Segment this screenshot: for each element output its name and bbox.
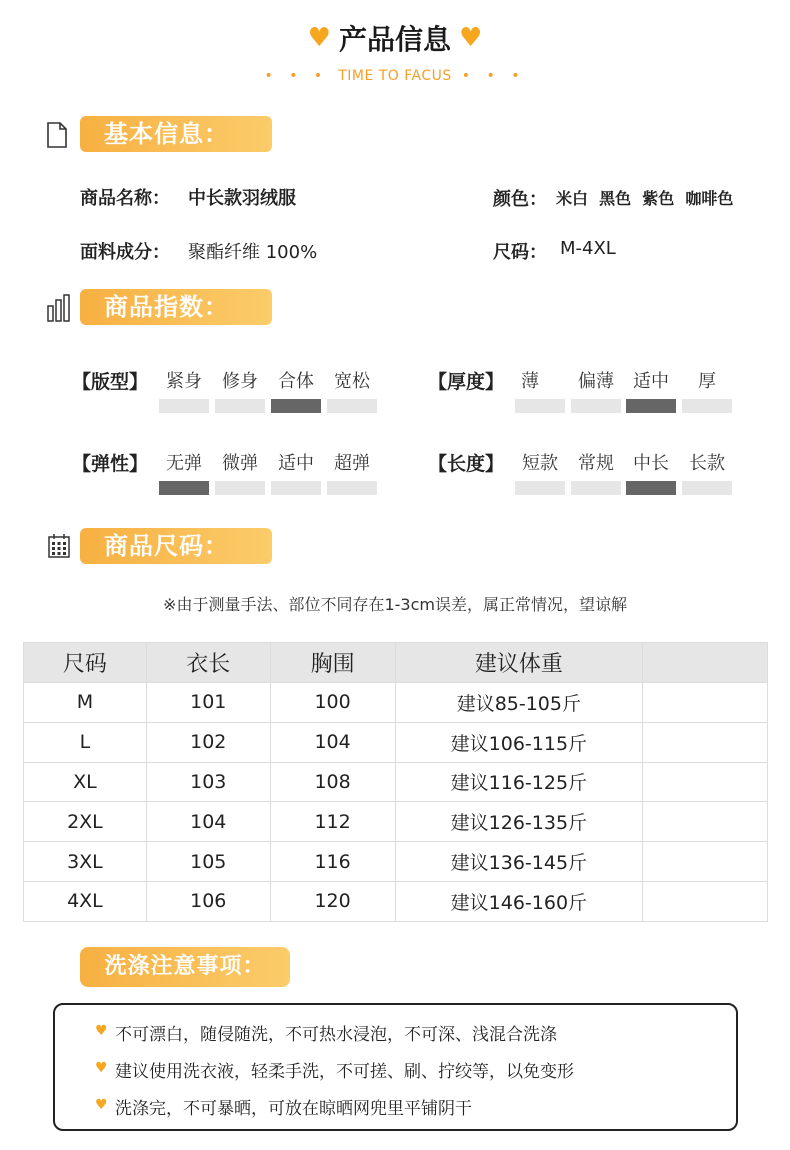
index-option: 长款 bbox=[689, 453, 725, 474]
table-cell: 建议146-160斤 bbox=[395, 881, 643, 921]
wash-item: 建议使用洗衣液，轻柔手洗，不可搓、刷、拧绞等，以免变形 bbox=[115, 1062, 574, 1082]
index-option: 紧身 bbox=[166, 371, 202, 392]
index-bar bbox=[626, 481, 676, 495]
index-bar bbox=[515, 481, 565, 495]
table-cell: 120 bbox=[270, 881, 395, 921]
index-bar bbox=[682, 481, 732, 495]
heart-icon: ♥ bbox=[95, 1023, 108, 1039]
table-cell bbox=[643, 802, 768, 842]
table-header-cell bbox=[643, 643, 768, 683]
page-subtitle bbox=[0, 68, 790, 84]
table-cell: 112 bbox=[270, 802, 395, 842]
table-cell: 4XL bbox=[24, 881, 147, 921]
index-option: 微弹 bbox=[222, 453, 258, 474]
table-row bbox=[24, 762, 768, 802]
dots-decoration: • • • bbox=[461, 68, 526, 84]
index-bar bbox=[682, 399, 732, 413]
table-cell: M bbox=[24, 683, 147, 723]
index-bar bbox=[571, 481, 621, 495]
index-option: 宽松 bbox=[334, 371, 370, 392]
measurement-note: ※由于测量手法、部位不同存在1-3cm误差，属正常情况，望谅解 bbox=[163, 595, 627, 614]
dots-decoration: • • • bbox=[264, 68, 329, 84]
table-cell: 2XL bbox=[24, 802, 147, 842]
index-option: 合体 bbox=[278, 371, 314, 392]
table-row bbox=[24, 802, 768, 842]
table-cell: 106 bbox=[146, 881, 270, 921]
index-label-length: 【长度】 bbox=[428, 453, 505, 475]
index-bar bbox=[515, 399, 565, 413]
index-option: 薄 bbox=[521, 371, 539, 392]
table-cell bbox=[643, 762, 768, 802]
table-cell: 105 bbox=[146, 842, 270, 882]
table-cell bbox=[643, 722, 768, 762]
index-bar bbox=[159, 399, 209, 413]
table-cell: 建议85-105斤 bbox=[395, 683, 643, 723]
index-bar bbox=[327, 399, 377, 413]
product-name-value: 中长款羽绒服 bbox=[188, 188, 296, 209]
table-cell: XL bbox=[24, 762, 147, 802]
page-subtitle-text: TIME TO FACUS bbox=[338, 68, 452, 84]
wash-item: 洗涤完，不可暴晒，可放在晾晒网兜里平铺阴干 bbox=[115, 1099, 472, 1119]
index-option: 超弹 bbox=[334, 453, 370, 474]
table-cell: L bbox=[24, 722, 147, 762]
table-cell: 建议136-145斤 bbox=[395, 842, 643, 882]
table-cell: 建议106-115斤 bbox=[395, 722, 643, 762]
table-cell bbox=[643, 881, 768, 921]
index-option: 修身 bbox=[222, 371, 258, 392]
table-row bbox=[24, 683, 768, 723]
heart-icon: ♥ bbox=[459, 23, 483, 53]
section-heading-basic: 基本信息： bbox=[80, 116, 272, 152]
table-header-cell: 尺码 bbox=[24, 643, 147, 683]
index-bar bbox=[215, 399, 265, 413]
index-option: 常规 bbox=[578, 453, 614, 474]
table-cell: 103 bbox=[146, 762, 270, 802]
index-label-elasticity: 【弹性】 bbox=[72, 453, 149, 475]
table-cell: 108 bbox=[270, 762, 395, 802]
bar-chart-icon bbox=[47, 294, 71, 322]
heart-icon: ♥ bbox=[307, 23, 331, 53]
section-heading-wash: 洗涤注意事项： bbox=[80, 947, 290, 987]
table-cell: 100 bbox=[270, 683, 395, 723]
wash-item: 不可漂白，随侵随洗，不可热水浸泡，不可深、浅混合洗涤 bbox=[115, 1025, 557, 1045]
table-cell: 102 bbox=[146, 722, 270, 762]
table-row bbox=[24, 842, 768, 882]
section-heading-index: 商品指数： bbox=[80, 289, 272, 325]
table-cell: 建议116-125斤 bbox=[395, 762, 643, 802]
size-label: 尺码： bbox=[493, 242, 547, 263]
table-cell: 104 bbox=[270, 722, 395, 762]
page-title-text: 产品信息 bbox=[338, 23, 451, 56]
index-bar bbox=[626, 399, 676, 413]
size-value: M-4XL bbox=[560, 238, 616, 259]
heart-icon: ♥ bbox=[95, 1060, 108, 1076]
index-bar bbox=[215, 481, 265, 495]
table-header-row bbox=[24, 643, 768, 683]
index-bar bbox=[271, 481, 321, 495]
size-table bbox=[23, 642, 768, 922]
table-cell: 101 bbox=[146, 683, 270, 723]
fabric-value: 聚酯纤维 100% bbox=[188, 242, 318, 263]
document-icon bbox=[46, 122, 68, 148]
table-cell: 3XL bbox=[24, 842, 147, 882]
index-option: 厚 bbox=[698, 371, 716, 392]
table-row bbox=[24, 881, 768, 921]
table-cell bbox=[643, 683, 768, 723]
index-bar bbox=[159, 481, 209, 495]
table-cell: 104 bbox=[146, 802, 270, 842]
index-label-thickness: 【厚度】 bbox=[428, 371, 505, 393]
index-bar bbox=[271, 399, 321, 413]
fabric-label: 面料成分： bbox=[80, 242, 170, 263]
table-cell: 建议126-135斤 bbox=[395, 802, 643, 842]
color-value: 米白 黑色 紫色 咖啡色 bbox=[556, 189, 734, 208]
index-option: 中长 bbox=[633, 453, 669, 474]
index-option: 短款 bbox=[522, 453, 558, 474]
heart-icon: ♥ bbox=[95, 1097, 108, 1113]
index-option: 无弹 bbox=[166, 453, 202, 474]
index-option: 适中 bbox=[633, 371, 669, 392]
table-header-cell: 衣长 bbox=[146, 643, 270, 683]
index-label-fit: 【版型】 bbox=[72, 371, 149, 393]
color-label: 颜色： bbox=[493, 189, 547, 210]
table-row bbox=[24, 722, 768, 762]
index-bar bbox=[327, 481, 377, 495]
index-option: 偏薄 bbox=[578, 371, 614, 392]
index-bar bbox=[571, 399, 621, 413]
index-option: 适中 bbox=[278, 453, 314, 474]
table-cell: 116 bbox=[270, 842, 395, 882]
table-cell bbox=[643, 842, 768, 882]
table-header-cell: 胸围 bbox=[270, 643, 395, 683]
page-title bbox=[0, 18, 790, 58]
table-header-cell: 建议体重 bbox=[395, 643, 643, 683]
product-name-label: 商品名称： bbox=[80, 188, 170, 209]
section-heading-size: 商品尺码： bbox=[80, 528, 272, 564]
calendar-icon bbox=[48, 534, 70, 558]
wash-instructions-box bbox=[53, 1003, 738, 1131]
